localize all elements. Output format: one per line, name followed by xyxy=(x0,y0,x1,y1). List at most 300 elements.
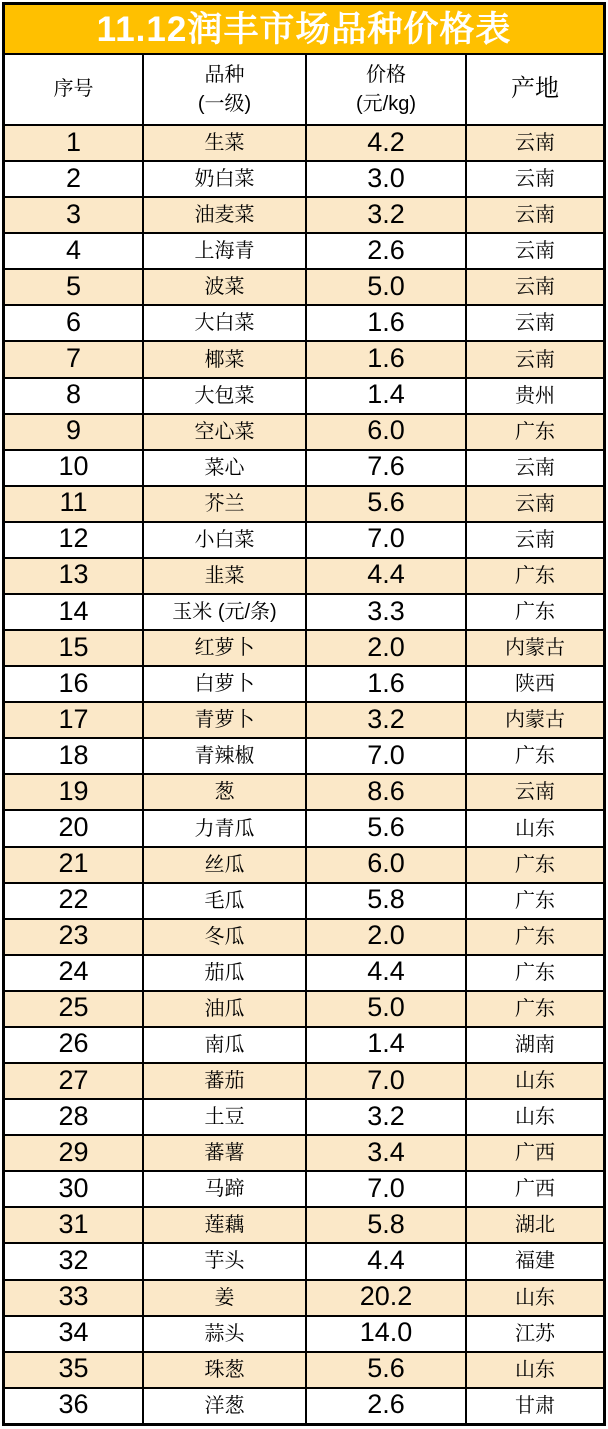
row-price-cell xyxy=(307,739,467,773)
row-variety: 青辣椒 xyxy=(194,745,255,768)
row-price-cell xyxy=(307,415,467,449)
row-number: 28 xyxy=(58,1100,89,1131)
row-origin: 广东 xyxy=(515,745,555,768)
row-origin: 广西 xyxy=(515,1178,555,1201)
table-row xyxy=(5,1136,603,1172)
row-number: 22 xyxy=(58,884,89,915)
row-origin-cell xyxy=(467,162,603,196)
row-variety: 蕃茄 xyxy=(204,1070,245,1093)
row-variety-cell xyxy=(144,703,307,737)
row-number-cell xyxy=(5,1028,144,1062)
row-origin: 广东 xyxy=(515,889,555,912)
row-price-cell xyxy=(307,920,467,954)
table-row xyxy=(5,270,603,306)
row-price-cell xyxy=(307,451,467,485)
row-variety-cell xyxy=(144,1353,307,1387)
row-origin-cell xyxy=(467,775,603,809)
row-number: 20 xyxy=(58,812,89,843)
row-origin-cell xyxy=(467,884,603,918)
row-variety-cell xyxy=(144,956,307,990)
row-number: 21 xyxy=(58,848,89,879)
row-price: 5.0 xyxy=(367,992,405,1023)
row-number-cell xyxy=(5,848,144,882)
row-variety-cell xyxy=(144,1172,307,1206)
row-price-cell xyxy=(307,162,467,196)
row-number: 1 xyxy=(65,126,82,157)
row-price: 5.0 xyxy=(367,270,405,301)
row-price-cell xyxy=(307,631,467,665)
row-number: 31 xyxy=(58,1208,89,1239)
table-row xyxy=(5,198,603,234)
row-number: 34 xyxy=(58,1317,89,1348)
row-variety-cell xyxy=(144,811,307,845)
table-row xyxy=(5,342,603,378)
row-number: 6 xyxy=(65,306,82,337)
row-price: 7.6 xyxy=(367,451,405,482)
row-origin-cell xyxy=(467,523,603,557)
row-number-cell xyxy=(5,342,144,376)
row-price: 3.4 xyxy=(367,1136,405,1167)
row-number-cell xyxy=(5,1064,144,1098)
row-variety: 玉米 (元/条) xyxy=(172,601,277,624)
header-cell-origin xyxy=(467,55,603,124)
table-row xyxy=(5,234,603,270)
row-origin-cell xyxy=(467,451,603,485)
row-number-cell xyxy=(5,162,144,196)
row-origin: 湖南 xyxy=(515,1033,555,1056)
row-price: 2.0 xyxy=(367,631,405,662)
row-number: 3 xyxy=(65,198,82,229)
row-number: 7 xyxy=(65,343,82,373)
row-number-cell xyxy=(5,523,144,557)
row-number-cell xyxy=(5,1136,144,1170)
row-number-cell xyxy=(5,487,144,521)
row-variety: 韭菜 xyxy=(204,564,245,587)
row-variety-cell xyxy=(144,487,307,521)
row-price: 3.3 xyxy=(367,595,405,626)
row-price-cell xyxy=(307,198,467,232)
row-price: 2.6 xyxy=(367,234,405,265)
row-number-cell xyxy=(5,920,144,954)
row-price-cell xyxy=(307,559,467,593)
row-variety: 生菜 xyxy=(204,132,245,155)
row-origin: 贵州 xyxy=(515,384,555,407)
table-row xyxy=(5,631,603,667)
row-variety: 空心菜 xyxy=(194,420,255,443)
row-variety-cell xyxy=(144,451,307,485)
row-price: 1.4 xyxy=(367,1028,405,1059)
row-price: 5.8 xyxy=(367,884,405,915)
row-variety: 珠葱 xyxy=(204,1358,245,1381)
row-number: 8 xyxy=(65,379,82,410)
row-price-cell xyxy=(307,1136,467,1170)
row-variety: 南瓜 xyxy=(204,1033,245,1056)
row-origin: 云南 xyxy=(515,781,555,804)
row-variety-cell xyxy=(144,884,307,918)
row-origin: 广东 xyxy=(515,925,555,948)
header-cell-no xyxy=(5,55,144,124)
row-number-cell xyxy=(5,559,144,593)
row-price-cell xyxy=(307,234,467,268)
row-origin: 云南 xyxy=(515,168,555,191)
row-origin-cell xyxy=(467,270,603,304)
table-row xyxy=(5,956,603,992)
price-table xyxy=(2,2,606,1426)
table-row xyxy=(5,667,603,703)
row-variety-cell xyxy=(144,1064,307,1098)
row-price-cell xyxy=(307,992,467,1026)
row-price-cell xyxy=(307,1353,467,1387)
row-price: 5.8 xyxy=(367,1208,405,1239)
row-number: 17 xyxy=(58,703,89,734)
row-number-cell xyxy=(5,1208,144,1242)
row-price-cell xyxy=(307,956,467,990)
row-origin-cell xyxy=(467,234,603,268)
row-variety: 上海青 xyxy=(194,240,255,263)
row-variety-cell xyxy=(144,1208,307,1242)
row-price: 20.2 xyxy=(359,1281,413,1312)
row-origin-cell xyxy=(467,920,603,954)
row-number: 23 xyxy=(58,920,89,951)
row-origin-cell xyxy=(467,1353,603,1387)
row-origin: 广东 xyxy=(515,997,555,1020)
row-number: 36 xyxy=(58,1389,89,1420)
row-number-cell xyxy=(5,811,144,845)
row-variety: 土豆 xyxy=(204,1106,245,1129)
row-number-cell xyxy=(5,667,144,701)
row-origin: 云南 xyxy=(515,492,555,515)
table-row xyxy=(5,487,603,523)
row-origin: 云南 xyxy=(515,132,555,155)
table-row xyxy=(5,1244,603,1280)
row-variety-cell xyxy=(144,739,307,773)
row-variety: 红萝卜 xyxy=(194,637,255,660)
table-row xyxy=(5,848,603,884)
row-price-cell xyxy=(307,270,467,304)
table-row xyxy=(5,162,603,198)
row-variety: 大白菜 xyxy=(194,312,255,335)
row-number-cell xyxy=(5,1244,144,1278)
row-variety: 马蹄 xyxy=(204,1178,245,1201)
table-row xyxy=(5,306,603,342)
row-price: 7.0 xyxy=(367,523,405,554)
row-number-cell xyxy=(5,270,144,304)
row-origin-cell xyxy=(467,1064,603,1098)
row-number: 30 xyxy=(58,1172,89,1203)
row-origin: 云南 xyxy=(515,312,555,335)
row-variety-cell xyxy=(144,198,307,232)
row-variety: 油瓜 xyxy=(204,997,245,1020)
table-row xyxy=(5,1353,603,1389)
row-origin: 内蒙古 xyxy=(505,637,565,660)
row-variety-cell xyxy=(144,667,307,701)
row-number-cell xyxy=(5,631,144,665)
row-variety-cell xyxy=(144,1281,307,1315)
row-number: 15 xyxy=(58,631,89,662)
row-origin-cell xyxy=(467,631,603,665)
row-number: 33 xyxy=(58,1281,89,1312)
row-price: 3.2 xyxy=(367,1100,405,1131)
row-number-cell xyxy=(5,703,144,737)
row-variety-cell xyxy=(144,848,307,882)
row-origin: 山东 xyxy=(515,817,555,840)
row-origin: 云南 xyxy=(515,528,555,551)
row-variety-cell xyxy=(144,1100,307,1134)
row-origin: 广东 xyxy=(515,420,555,443)
row-origin: 甘肃 xyxy=(515,1394,555,1417)
row-variety: 力青瓜 xyxy=(194,817,255,840)
row-origin-cell xyxy=(467,1100,603,1134)
row-number: 12 xyxy=(58,523,89,554)
row-number-cell xyxy=(5,1389,144,1423)
row-variety: 芥兰 xyxy=(204,492,245,515)
row-price-cell xyxy=(307,1064,467,1098)
row-origin-cell xyxy=(467,1389,603,1423)
table-row xyxy=(5,1028,603,1064)
row-origin: 广西 xyxy=(515,1142,555,1165)
row-origin: 云南 xyxy=(515,348,555,371)
row-price-cell xyxy=(307,1028,467,1062)
row-variety: 蕃薯 xyxy=(204,1142,245,1165)
table-row xyxy=(5,1064,603,1100)
header-variety-line1: 品种 xyxy=(204,63,245,86)
row-price-cell xyxy=(307,1389,467,1423)
row-number: 11 xyxy=(59,487,88,518)
row-price-cell xyxy=(307,595,467,629)
row-origin-cell xyxy=(467,739,603,773)
row-price-cell xyxy=(307,848,467,882)
row-variety: 奶白菜 xyxy=(194,168,255,191)
row-variety-cell xyxy=(144,775,307,809)
row-origin: 广东 xyxy=(515,564,555,587)
header-variety-line2: (一级) xyxy=(197,92,252,115)
table-row xyxy=(5,992,603,1028)
row-origin-cell xyxy=(467,487,603,521)
row-variety: 菜心 xyxy=(204,456,245,479)
header-price-line1: 价格 xyxy=(366,63,406,86)
row-price: 7.0 xyxy=(367,1064,405,1095)
row-variety: 蒜头 xyxy=(204,1322,245,1345)
table-row xyxy=(5,1172,603,1208)
row-variety: 莲藕 xyxy=(204,1214,245,1237)
row-origin-cell xyxy=(467,198,603,232)
row-variety: 青萝卜 xyxy=(194,709,255,732)
row-number-cell xyxy=(5,415,144,449)
row-variety: 冬瓜 xyxy=(204,925,245,948)
row-variety: 洋葱 xyxy=(204,1394,245,1417)
row-variety: 小白菜 xyxy=(194,528,255,551)
row-price: 2.6 xyxy=(367,1389,405,1420)
row-number-cell xyxy=(5,956,144,990)
row-origin-cell xyxy=(467,306,603,340)
header-cell-price xyxy=(307,55,467,124)
row-number: 26 xyxy=(58,1028,89,1059)
table-row xyxy=(5,559,603,595)
table-row xyxy=(5,1317,603,1353)
row-price: 1.6 xyxy=(367,343,405,373)
row-variety-cell xyxy=(144,523,307,557)
row-price-cell xyxy=(307,379,467,413)
row-price: 4.4 xyxy=(367,1244,405,1275)
row-price: 4.2 xyxy=(367,126,405,157)
row-price-cell xyxy=(307,1208,467,1242)
row-price: 5.6 xyxy=(367,812,405,843)
row-number: 14 xyxy=(58,595,89,626)
row-number-cell xyxy=(5,1353,144,1387)
row-variety-cell xyxy=(144,1136,307,1170)
row-price: 3.0 xyxy=(367,162,405,193)
table-row xyxy=(5,703,603,739)
table-row xyxy=(5,523,603,559)
row-variety-cell xyxy=(144,559,307,593)
row-origin-cell xyxy=(467,1317,603,1351)
row-number-cell xyxy=(5,234,144,268)
row-origin-cell xyxy=(467,1136,603,1170)
table-row xyxy=(5,811,603,847)
row-variety: 茄瓜 xyxy=(204,961,245,984)
row-origin-cell xyxy=(467,1172,603,1206)
table-row xyxy=(5,1208,603,1244)
row-variety-cell xyxy=(144,234,307,268)
row-number-cell xyxy=(5,775,144,809)
row-origin-cell xyxy=(467,667,603,701)
row-origin: 广东 xyxy=(515,961,555,984)
row-number: 35 xyxy=(58,1353,89,1384)
row-price: 8.6 xyxy=(367,775,405,806)
table-row xyxy=(5,920,603,956)
row-variety: 大包菜 xyxy=(194,384,255,407)
row-price-cell xyxy=(307,523,467,557)
row-number: 5 xyxy=(65,270,82,301)
row-price: 3.2 xyxy=(367,198,405,229)
row-origin: 云南 xyxy=(515,276,555,299)
row-price: 7.0 xyxy=(367,739,405,770)
table-row xyxy=(5,884,603,920)
row-origin-cell xyxy=(467,559,603,593)
table-row xyxy=(5,1389,603,1423)
row-price: 6.0 xyxy=(367,415,405,446)
row-origin-cell xyxy=(467,379,603,413)
row-origin-cell xyxy=(467,703,603,737)
row-price: 7.0 xyxy=(367,1172,405,1203)
row-variety-cell xyxy=(144,992,307,1026)
row-price-cell xyxy=(307,1317,467,1351)
row-price: 14.0 xyxy=(359,1317,413,1348)
row-price-cell xyxy=(307,126,467,160)
row-origin: 云南 xyxy=(515,204,555,227)
row-origin: 山东 xyxy=(515,1358,555,1381)
row-number: 25 xyxy=(58,992,89,1023)
row-origin: 山东 xyxy=(515,1286,555,1309)
row-price-cell xyxy=(307,703,467,737)
row-number-cell xyxy=(5,451,144,485)
row-variety-cell xyxy=(144,1389,307,1423)
table-title: 11.12润丰市场品种价格表 xyxy=(96,9,512,49)
row-origin: 山东 xyxy=(515,1106,555,1129)
row-variety: 毛瓜 xyxy=(204,889,245,912)
row-origin-cell xyxy=(467,992,603,1026)
row-price-cell xyxy=(307,811,467,845)
row-origin-cell xyxy=(467,595,603,629)
row-origin: 内蒙古 xyxy=(505,709,565,732)
row-origin: 云南 xyxy=(515,456,555,479)
row-number-cell xyxy=(5,739,144,773)
row-price: 1.6 xyxy=(367,667,405,698)
row-number: 2 xyxy=(65,162,82,193)
row-number-cell xyxy=(5,379,144,413)
row-variety-cell xyxy=(144,415,307,449)
row-variety-cell xyxy=(144,1028,307,1062)
table-row xyxy=(5,595,603,631)
row-number: 13 xyxy=(58,559,89,590)
row-number-cell xyxy=(5,1281,144,1315)
row-variety: 波菜 xyxy=(204,276,245,299)
row-origin: 福建 xyxy=(515,1250,555,1273)
row-variety-cell xyxy=(144,631,307,665)
table-row xyxy=(5,1281,603,1317)
row-number: 4 xyxy=(65,234,82,265)
row-origin: 湖北 xyxy=(515,1214,555,1237)
row-variety-cell xyxy=(144,306,307,340)
header-price-line2: (元/kg) xyxy=(356,92,416,115)
row-number: 18 xyxy=(58,739,89,770)
row-price: 5.6 xyxy=(367,1353,405,1384)
row-number: 32 xyxy=(58,1244,89,1275)
row-number-cell xyxy=(5,1100,144,1134)
row-origin: 陕西 xyxy=(515,673,555,696)
row-variety: 丝瓜 xyxy=(204,853,245,876)
row-number-cell xyxy=(5,306,144,340)
row-price: 4.4 xyxy=(367,559,405,590)
row-number: 27 xyxy=(58,1064,89,1095)
row-number: 10 xyxy=(58,451,89,482)
row-price-cell xyxy=(307,775,467,809)
row-variety: 葱 xyxy=(214,781,235,804)
row-variety-cell xyxy=(144,595,307,629)
row-price-cell xyxy=(307,306,467,340)
row-variety-cell xyxy=(144,342,307,376)
row-variety-cell xyxy=(144,162,307,196)
header-origin-label: 产地 xyxy=(511,75,559,103)
row-number: 9 xyxy=(65,415,82,446)
row-price: 4.4 xyxy=(367,956,405,987)
row-origin-cell xyxy=(467,1208,603,1242)
table-row xyxy=(5,415,603,451)
row-price: 1.6 xyxy=(367,306,405,337)
row-variety-cell xyxy=(144,1244,307,1278)
row-number-cell xyxy=(5,1172,144,1206)
row-price: 5.6 xyxy=(367,487,405,518)
row-origin: 云南 xyxy=(515,240,555,263)
header-no-label: 序号 xyxy=(53,78,94,100)
row-price-cell xyxy=(307,1100,467,1134)
row-number: 29 xyxy=(58,1136,89,1167)
row-origin-cell xyxy=(467,126,603,160)
row-origin-cell xyxy=(467,342,603,376)
row-variety: 白萝卜 xyxy=(194,673,255,696)
row-number-cell xyxy=(5,595,144,629)
row-origin-cell xyxy=(467,811,603,845)
row-origin-cell xyxy=(467,956,603,990)
row-price-cell xyxy=(307,667,467,701)
row-price-cell xyxy=(307,1172,467,1206)
row-price-cell xyxy=(307,1244,467,1278)
table-row xyxy=(5,739,603,775)
row-variety: 椰菜 xyxy=(204,348,245,371)
row-price: 6.0 xyxy=(367,848,405,879)
row-origin-cell xyxy=(467,1244,603,1278)
row-variety-cell xyxy=(144,1317,307,1351)
